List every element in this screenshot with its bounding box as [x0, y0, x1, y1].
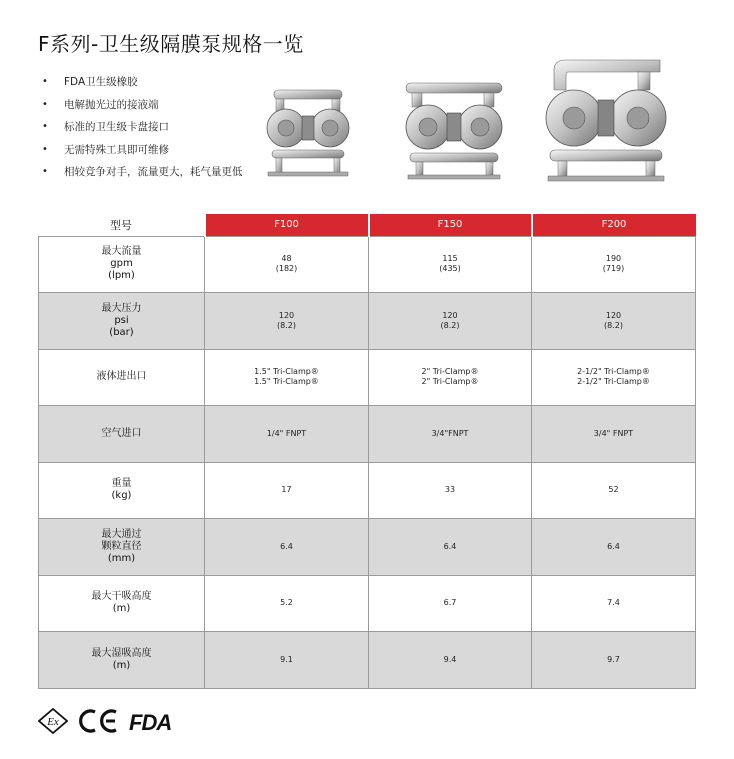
row-label: 空气进口	[39, 406, 205, 463]
table-cell: 3/4" FNPT	[532, 406, 696, 463]
pump-f100-image	[262, 82, 354, 182]
table-row	[39, 462, 696, 519]
page-title: F系列-卫生级隔膜泵规格一览	[38, 32, 304, 56]
table-cell: 6.7	[369, 575, 532, 632]
row-label: 最大湿吸高度 (m)	[39, 632, 205, 689]
table-row	[39, 575, 696, 632]
svg-text:Ex: Ex	[47, 716, 59, 728]
table-cell: 2" Tri-Clamp® 2" Tri-Clamp®	[369, 349, 532, 406]
table-cell: 120 (8.2)	[205, 293, 369, 350]
table-cell: 9.1	[205, 632, 369, 689]
model-header-label: 型号	[39, 214, 205, 236]
spec-table	[38, 214, 696, 689]
fda-logo-icon	[128, 708, 186, 734]
row-label: 最大干吸高度 (m)	[39, 575, 205, 632]
model-header-f200: F200	[532, 214, 696, 236]
table-cell: 2-1/2" Tri-Clamp® 2-1/2" Tri-Clamp®	[532, 349, 696, 406]
table-cell: 5.2	[205, 575, 369, 632]
table-cell: 6.4	[369, 519, 532, 576]
feature-item: • 标准的卫生级卡盘接口	[42, 119, 243, 142]
feature-item: • 无需特殊工具即可维修	[42, 142, 243, 165]
pump-f150-image	[402, 77, 506, 183]
table-cell: 7.4	[532, 575, 696, 632]
table-header-row	[39, 214, 696, 236]
table-cell: 120 (8.2)	[369, 293, 532, 350]
table-row	[39, 293, 696, 350]
table-row	[39, 406, 696, 463]
model-header-f100: F100	[205, 214, 369, 236]
table-row	[39, 632, 696, 689]
feature-item: • FDA卫生级橡胶	[42, 74, 243, 97]
table-row	[39, 519, 696, 576]
table-row	[39, 349, 696, 406]
row-label: 液体进出口	[39, 349, 205, 406]
table-cell: 1/4" FNPT	[205, 406, 369, 463]
table-cell: 115 (435)	[369, 236, 532, 293]
table-cell: 33	[369, 462, 532, 519]
table-cell: 6.4	[205, 519, 369, 576]
row-label: 最大压力 psi (bar)	[39, 293, 205, 350]
feature-item: • 相较竞争对手，流量更大，耗气量更低	[42, 164, 243, 187]
feature-list	[42, 74, 243, 187]
table-cell: 52	[532, 462, 696, 519]
table-cell: 6.4	[532, 519, 696, 576]
row-label: 最大流量 gpm (lpm)	[39, 236, 205, 293]
table-cell: 3/4"FNPT	[369, 406, 532, 463]
pump-f200-image	[540, 56, 672, 184]
table-cell: 17	[205, 462, 369, 519]
certification-marks	[38, 707, 186, 735]
table-row	[39, 236, 696, 293]
table-cell: 9.7	[532, 632, 696, 689]
model-header-f150: F150	[369, 214, 532, 236]
table-cell: 48 (182)	[205, 236, 369, 293]
table-cell: 190 (719)	[532, 236, 696, 293]
table-cell: 1.5" Tri-Clamp® 1.5" Tri-Clamp®	[205, 349, 369, 406]
atex-ex-icon	[38, 708, 68, 734]
svg-text:FDA: FDA	[129, 710, 172, 734]
feature-item: • 电解抛光过的接液端	[42, 97, 243, 120]
row-label: 最大通过 颗粒直径 (mm)	[39, 519, 205, 576]
row-label: 重量 (kg)	[39, 462, 205, 519]
table-cell: 120 (8.2)	[532, 293, 696, 350]
ce-mark-icon	[76, 708, 120, 734]
table-cell: 9.4	[369, 632, 532, 689]
